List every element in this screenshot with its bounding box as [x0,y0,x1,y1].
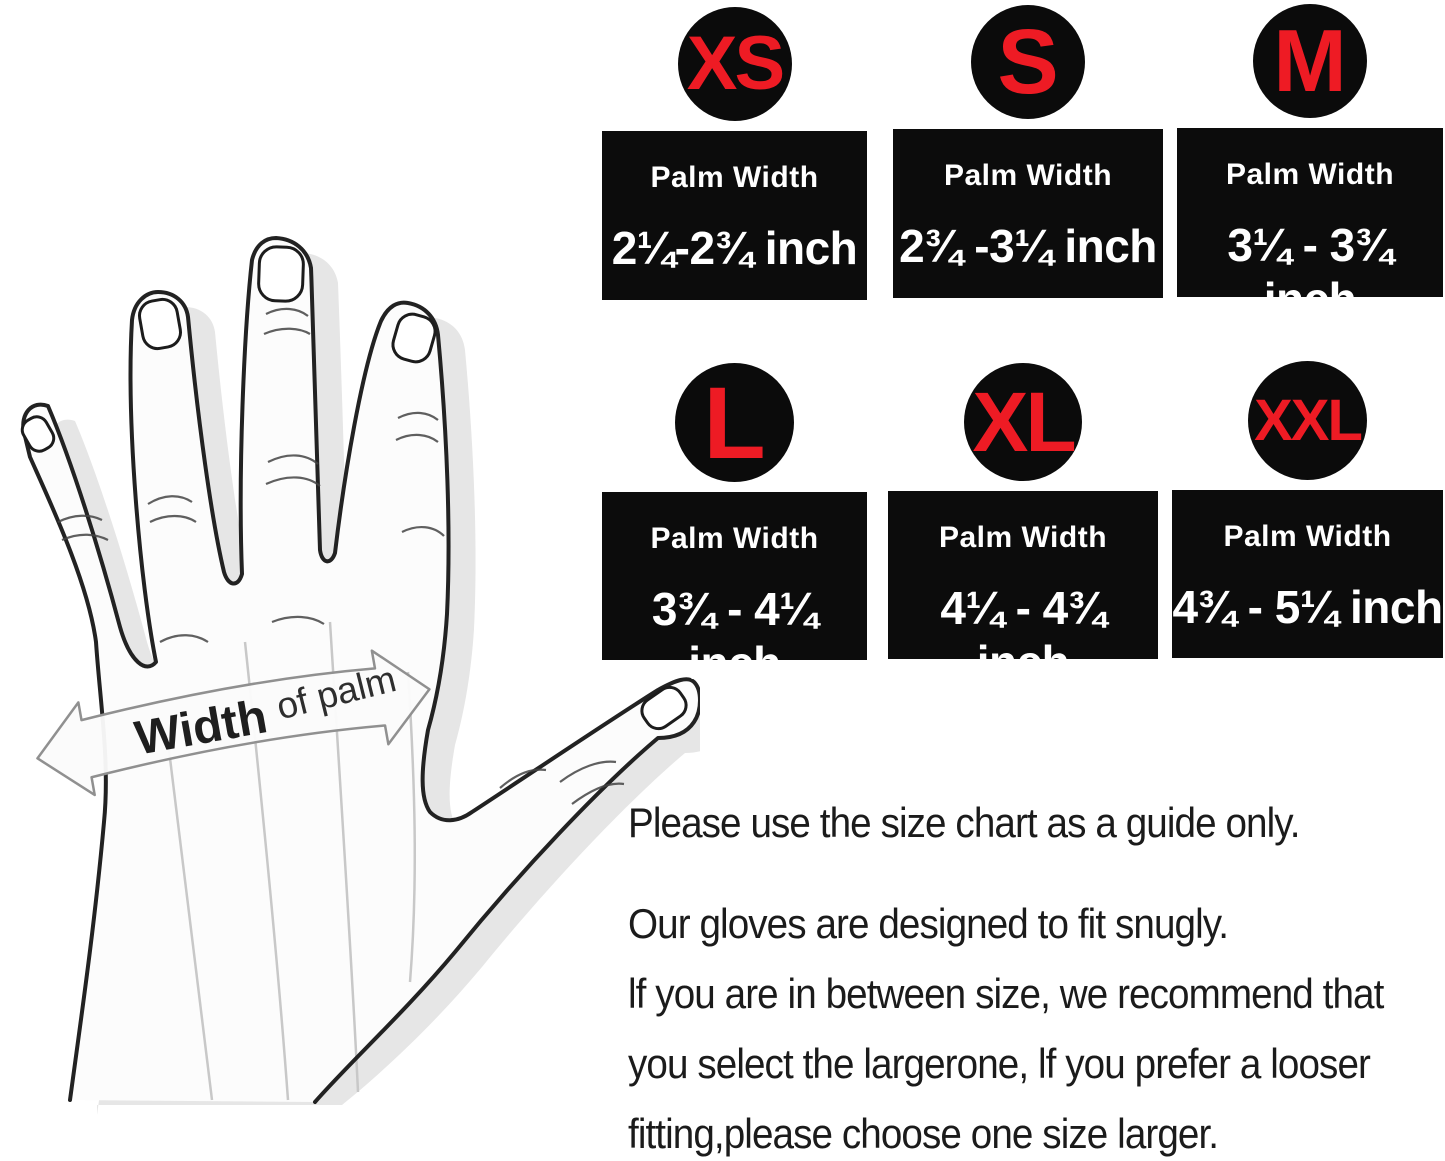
note-line-1: Please use the size chart as a guide only. [628,799,1300,846]
size-badge-label: L [703,365,766,480]
hand-illustration [0,222,700,1161]
palm-width-panel-s [893,129,1163,298]
palm-width-panel-l [602,492,867,689]
size-tile-m [1177,4,1443,325]
note-line-2: Our gloves are designed to fit snugly. [628,900,1229,947]
size-badge-label: XL [972,375,1074,469]
palm-width-panel-m [1177,128,1443,325]
palm-width-range: 4¾ - 5¼ inch [1172,581,1443,633]
of-palm-label: of palm [272,658,401,728]
size-badge-label: XS [686,21,783,106]
size-badge-xl [964,363,1082,481]
size-tile-l [602,363,867,689]
size-badge-label: XXL [1254,387,1361,453]
size-badge-label: M [1273,11,1347,110]
palm-width-panel-xl [888,491,1158,688]
note-line-3: lf you are in between size, we recommend that [628,970,1384,1017]
note-line-4: you select the largerone, lf you prefer a looser [628,1040,1370,1087]
size-tile-xl [888,363,1158,688]
palm-width-label: Palm Width [650,522,819,555]
size-tile-xxl [1172,361,1443,658]
size-badge-s [971,5,1085,119]
size-tile-s [893,5,1163,298]
palm-width-label: Palm Width [1223,520,1392,553]
palm-width-label: Palm Width [938,521,1108,554]
sizing-note-fit [628,889,1383,1161]
size-badge-l [675,363,794,482]
width-label: Width [131,690,272,766]
sizing-note-guide [628,788,1300,858]
fingernail-middle [258,246,304,302]
size-tile-xs [602,7,867,300]
palm-width-range: 2¾ -3¼ inch [899,220,1157,272]
palm-width-label: Palm Width [943,159,1113,192]
size-badge-xxl [1248,361,1367,480]
palm-width-panel-xxl [1172,490,1443,658]
palm-width-range: 3¾ - 4¼ inch [651,583,818,689]
palm-width-label: Palm Width [650,161,819,194]
size-badge-label: S [997,11,1059,113]
palm-width-range: 4¼ - 4¾ inch [940,582,1106,688]
palm-width-range: 2¼-2¾ inch [611,222,858,274]
size-badge-xs [678,7,792,121]
size-badge-m [1253,4,1367,118]
fingernail-ring [137,297,183,351]
palm-width-range: 3¼ - 3¾ inch [1227,219,1393,325]
palm-width-panel-xs [602,131,867,300]
palm-width-label: Palm Width [1225,158,1395,191]
note-line-5: fitting,please choose one size larger. [628,1110,1219,1157]
